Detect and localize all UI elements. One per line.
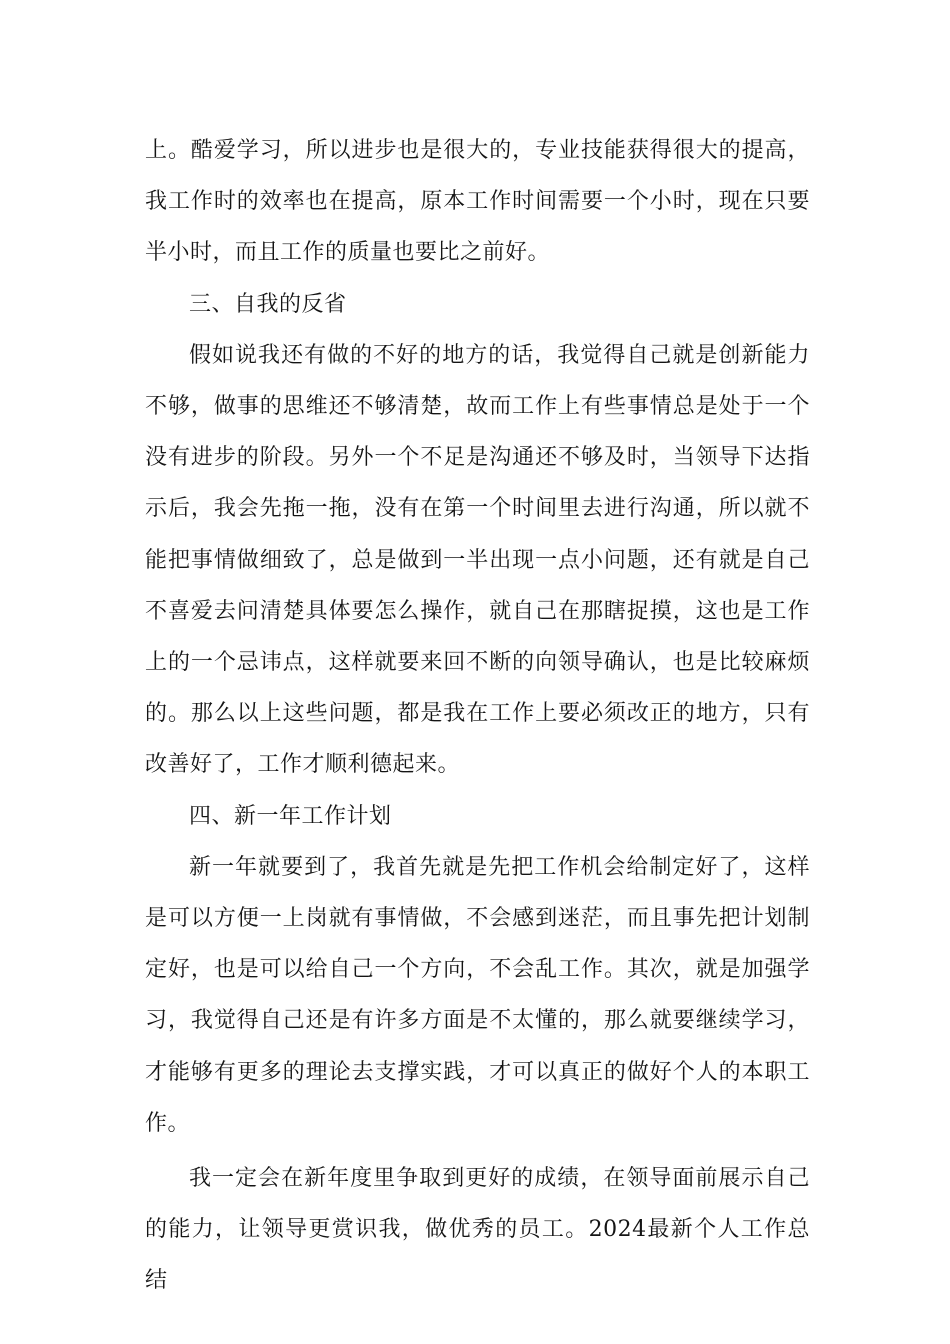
- paragraph-continuation: 上。酷爱学习，所以进步也是很大的，专业技能获得很大的提高，我工作时的效率也在提高，原本工作时间需要一个小时，现在只要半小时，而且工作的质量也要比之前好。: [145, 138, 810, 266]
- paragraph-closing: 我一定会在新年度里争取到更好的成绩，在领导面前展示自己的能力，让领导更赏识我，做优秀的员工。2024最新个人工作总结: [145, 1166, 810, 1294]
- section-heading-self-reflection: 三、自我的反省: [189, 291, 347, 317]
- paragraph-self-reflection: 假如说我还有做的不好的地方的话，我觉得自己就是创新能力不够，做事的思维还不够清楚，故而工作上有些事情总是处于一个没有进步的阶段。另外一个不足是沟通还不够及时，当领导下达指示后，我会先拖一拖，没有在第一个时间里去进行沟通，所以就不能把事情做细致了，总是做到一半出现一点小问题，还有就是自己不喜爱去问清楚具体要怎么操作，就自己在那瞎捉摸，这也是工作上的一个忌讳点，这样就要来回不断的向领导确认，也是比较麻烦的。那么以上这些问题，都是我在工作上要必须改正的地方，只有改善好了，工作才顺利德起来。: [145, 342, 810, 778]
- paragraph-new-year-plan: 新一年就要到了，我首先就是先把工作机会给制定好了，这样是可以方便一上岗就有事情做，不会感到迷茫，而且事先把计划制定好，也是可以给自己一个方向，不会乱工作。其次，就是加强学习，我觉得自己还是有许多方面是不太懂的，那么就要继续学习，才能够有更多的理论去支撑实践，才可以真正的做好个人的本职工作。: [145, 854, 810, 1136]
- section-heading-new-year-plan: 四、新一年工作计划: [189, 803, 392, 829]
- document-body: [145, 125, 810, 1307]
